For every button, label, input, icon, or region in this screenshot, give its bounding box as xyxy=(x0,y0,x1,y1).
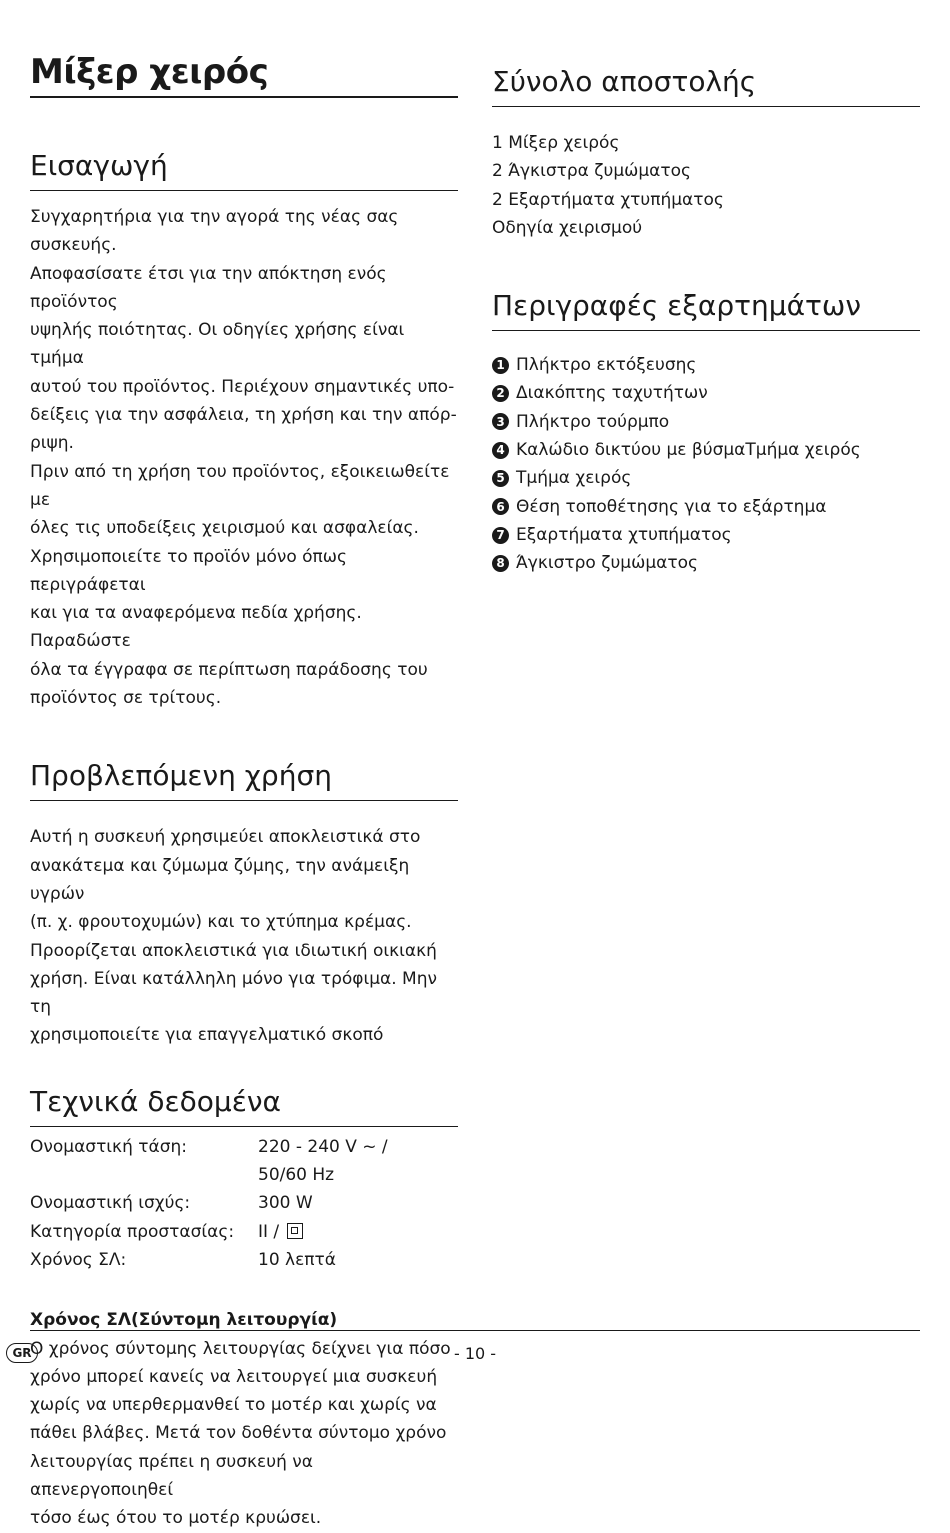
intended-use-line: Αυτή η συσκευή χρησιμεύει αποκλειστικά στο xyxy=(30,827,421,848)
parts-item-label: Διακόπτης ταχυτήτων xyxy=(516,383,708,404)
tech-row xyxy=(30,1133,388,1190)
intro-heading: Εισαγωγή xyxy=(30,146,458,191)
intended-use-line: χρήση. Είναι κατάλληλη μόνο για τρόφιμα. Μην τη xyxy=(30,968,437,1018)
intro-line: όλα τα έγγραφα σε περίπτωση παράδοσης του xyxy=(30,659,428,680)
right-column xyxy=(492,62,920,578)
sl-line: πάθει βλάβες. Μετά τον δοθέντα σύντομο χρόνο xyxy=(30,1423,447,1444)
number-badge-icon: 8 xyxy=(492,555,509,572)
parts-item-label: Θέση τοποθέτησης για το εξάρτημα xyxy=(516,496,827,517)
intro-line: υψηλής ποιότητας. Οι οδηγίες χρήσης είναι τμήμα xyxy=(30,320,405,369)
parts-item-label: Καλώδιο δικτύου με βύσμαΤμήμα χειρός xyxy=(516,440,861,461)
tech-value-text: II / xyxy=(258,1221,280,1242)
tech-key: Ονομαστική ισχύς: xyxy=(30,1193,191,1214)
tech-key: Ονομαστική τάση: xyxy=(30,1136,187,1157)
intended-use-line: ανακάτεμα και ζύμωμα ζύμης, την ανάμειξη υγρών xyxy=(30,855,410,904)
intro-line: όλες τις υποδείξεις χειρισμού και ασφαλείας. xyxy=(30,518,419,539)
intro-line: και για τα αναφερόμενα πεδία χρήσης. Παραδώστε xyxy=(30,603,362,652)
tech-row xyxy=(30,1246,388,1274)
tech-row xyxy=(30,1189,388,1217)
intro-line: Συγχαρητήρια για την αγορά της νέας σας συσκευής. xyxy=(30,207,399,256)
intro-line: Χρησιμοποιείτε το προϊόν μόνο όπως περιγράφεται xyxy=(30,546,347,595)
intro-line: ριψη. xyxy=(30,433,74,454)
parts-item xyxy=(492,408,920,436)
intro-body xyxy=(30,203,458,712)
sl-section xyxy=(30,1306,458,1532)
delivery-item: 2 Εξαρτήματα χτυπήματος xyxy=(492,189,724,210)
tech-value: 300 W xyxy=(258,1193,313,1214)
sl-heading: Χρόνος ΣΛ(Σύντομη λειτουργία) xyxy=(30,1310,338,1331)
intended-use-heading: Προβλεπόμενη χρήση xyxy=(30,756,458,801)
tech-value: 10 λεπτά xyxy=(258,1249,336,1270)
country-badge: GR xyxy=(6,1343,38,1363)
intro-line: Αποφασίσατε έτσι για την απόκτηση ενός προϊόντος xyxy=(30,263,387,312)
sl-line: χωρίς να υπερθερμανθεί το μοτέρ και χωρίς να xyxy=(30,1395,437,1416)
delivery-heading: Σύνολο αποστολής xyxy=(492,62,920,107)
number-badge-icon: 7 xyxy=(492,527,509,544)
delivery-section xyxy=(492,62,920,242)
parts-item xyxy=(492,521,920,549)
delivery-item: Οδηγία χειρισμού xyxy=(492,217,643,238)
intended-use-line: (π. χ. φρουτοχυμών) και το χτύπημα κρέμας. xyxy=(30,912,412,933)
double-insulation-icon xyxy=(287,1223,303,1239)
tech-key: Χρόνος ΣΛ: xyxy=(30,1249,127,1270)
parts-item xyxy=(492,549,920,577)
sl-line: χρόνο μπορεί κανείς να λειτουργεί μια συσκευή xyxy=(30,1366,438,1387)
parts-item-label: Πλήκτρο εκτόξευσης xyxy=(516,355,697,376)
tech-value xyxy=(258,1218,388,1246)
intended-use-line: Προορίζεται αποκλειστικά για ιδιωτική οικιακή xyxy=(30,940,437,961)
page-title: Μίξερ χειρός xyxy=(30,50,458,98)
parts-item-label: Τμήμα χειρός xyxy=(516,468,632,489)
tech-heading: Τεχνικά δεδομένα xyxy=(30,1082,458,1127)
parts-item xyxy=(492,464,920,492)
intro-line: προϊόντος σε τρίτους. xyxy=(30,688,222,709)
number-badge-icon: 4 xyxy=(492,442,509,459)
page-number: - 10 - xyxy=(453,1344,497,1363)
tech-value-line: 50/60 Hz xyxy=(258,1165,335,1186)
sl-line: Ο χρόνος σύντομης λειτουργίας δείχνει για πόσο xyxy=(30,1338,451,1359)
parts-item-label: Πλήκτρο τούρμπο xyxy=(516,411,670,432)
tech-table xyxy=(30,1133,388,1274)
parts-item xyxy=(492,493,920,521)
tech-value xyxy=(258,1133,388,1190)
delivery-list xyxy=(492,129,920,242)
sl-line: τόσο έως ότου το μοτέρ κρυώσει. xyxy=(30,1508,322,1529)
tech-value-line: 220 - 240 V ~ / xyxy=(258,1136,388,1157)
tech-row xyxy=(30,1218,388,1246)
parts-item-label: Άγκιστρο ζυμώματος xyxy=(516,553,698,574)
delivery-item: 1 Μίξερ χειρός xyxy=(492,133,620,153)
left-column xyxy=(30,50,458,1533)
intro-section xyxy=(30,146,458,712)
parts-item xyxy=(492,436,920,464)
number-badge-icon: 3 xyxy=(492,413,509,430)
number-badge-icon: 6 xyxy=(492,498,509,515)
tech-section xyxy=(30,1082,458,1274)
parts-item-label: Εξαρτήματα χτυπήματος xyxy=(516,524,732,545)
intro-line: Πριν από τη χρήση του προϊόντος, εξοικειωθείτε με xyxy=(30,461,450,510)
parts-item xyxy=(492,379,920,407)
intro-line: αυτού του προϊόντος. Περιέχουν σημαντικές υπο- xyxy=(30,376,455,397)
parts-section xyxy=(492,286,920,577)
footer-divider xyxy=(30,1330,920,1331)
intro-line: δείξεις για την ασφάλεια, τη χρήση και την απόρ- xyxy=(30,405,457,426)
intended-use-section xyxy=(30,756,458,1049)
sl-body xyxy=(30,1335,458,1533)
intended-use-body xyxy=(30,823,458,1049)
sl-line: λειτουργίας πρέπει η συσκευή να απενεργοποιηθεί xyxy=(30,1451,313,1500)
number-badge-icon: 1 xyxy=(492,357,509,374)
parts-item xyxy=(492,351,920,379)
tech-key: Κατηγορία προστασίας: xyxy=(30,1221,235,1242)
delivery-item: 2 Άγκιστρα ζυμώματος xyxy=(492,161,692,182)
number-badge-icon: 2 xyxy=(492,385,509,402)
intended-use-line: χρησιμοποιείτε για επαγγελματικό σκοπό xyxy=(30,1025,384,1046)
parts-list xyxy=(492,351,920,577)
number-badge-icon: 5 xyxy=(492,470,509,487)
parts-heading: Περιγραφές εξαρτημάτων xyxy=(492,286,920,331)
